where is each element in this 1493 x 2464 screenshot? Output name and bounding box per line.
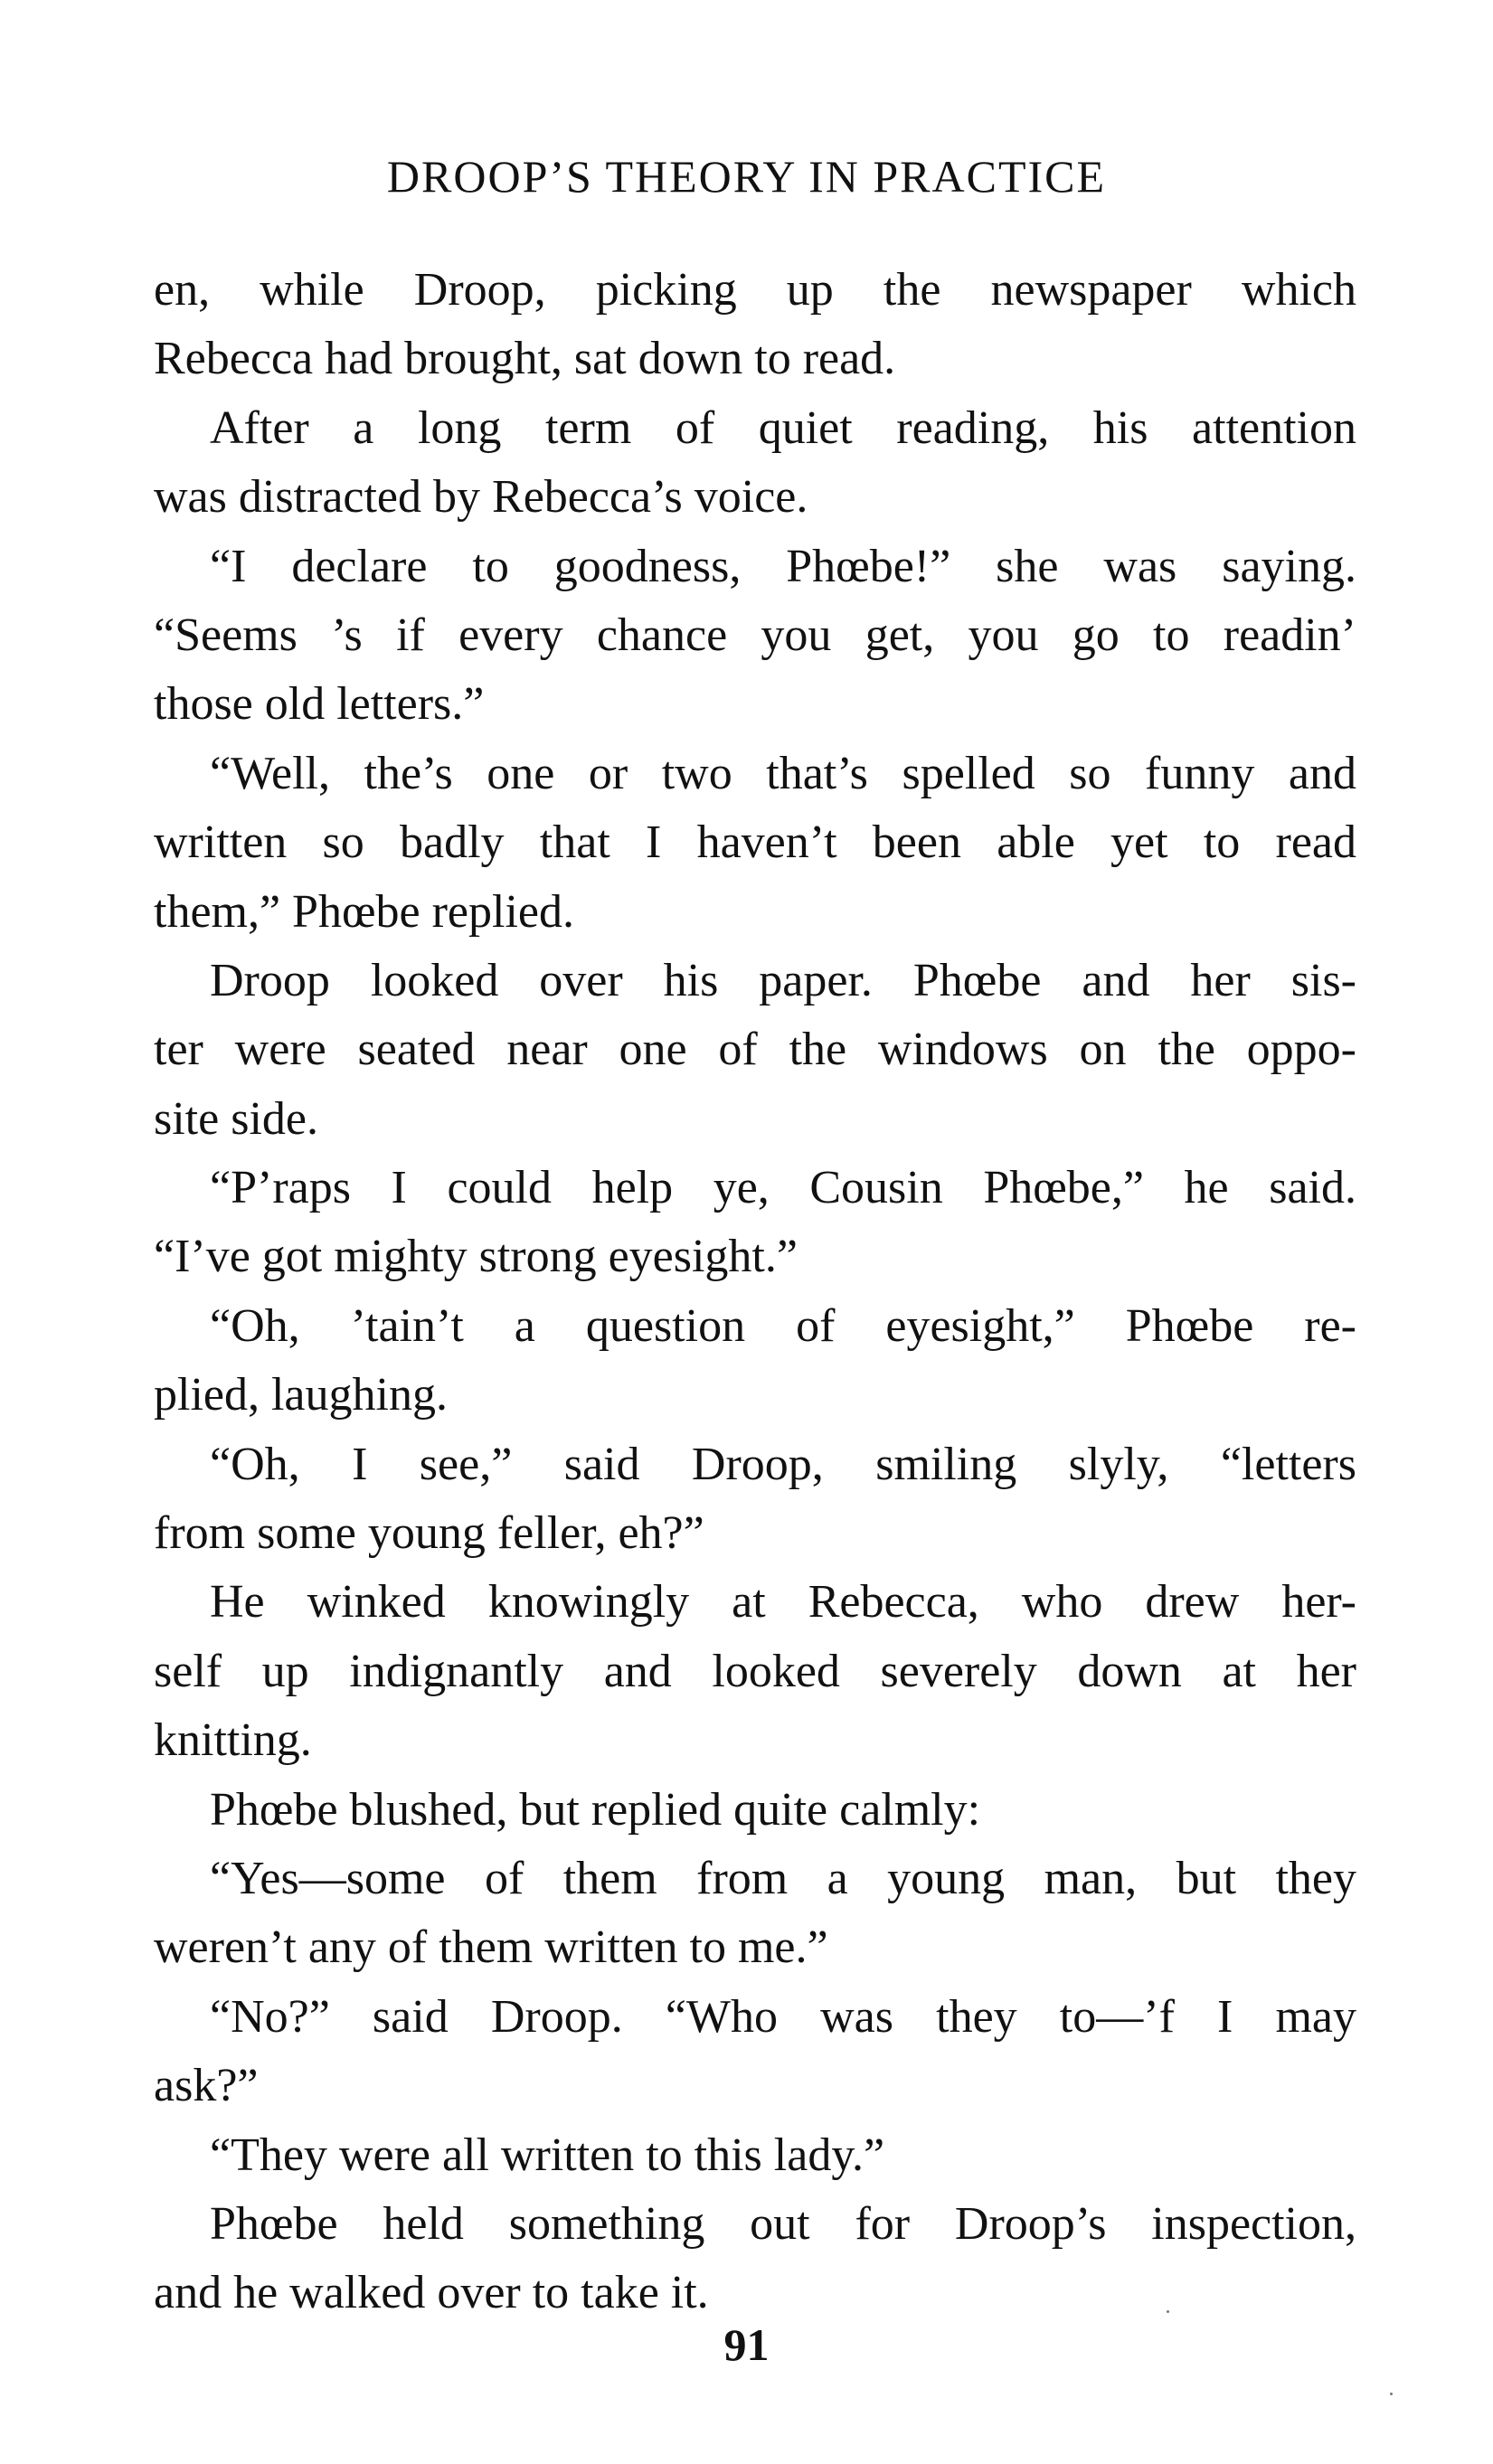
text-line: Phœbe blushed, but replied quite calmly: — [210, 1783, 981, 1836]
text-line: weren’t any of them written to me.” — [154, 1921, 828, 1974]
text-line: en, while Droop, picking up the newspaper which — [154, 264, 1356, 316]
text-line: “I declare to goodness, Phœbe!” she was saying. — [210, 540, 1356, 592]
text-line: ask?” — [154, 2060, 259, 2112]
text-line: was distracted by Rebecca’s voice. — [154, 471, 808, 524]
text-line: those old letters.” — [154, 678, 485, 731]
text-line: He winked knowingly at Rebecca, who drew her- — [210, 1576, 1356, 1629]
text-line: ter were seated near one of the windows on the oppo- — [154, 1024, 1356, 1076]
text-line: plied, laughing. — [154, 1369, 448, 1421]
scan-speck — [1167, 2310, 1169, 2313]
running-head: DROOP’S THEORY IN PRACTICE — [386, 151, 1107, 202]
text-line: “I’ve got mighty strong eyesight.” — [154, 1231, 798, 1283]
text-line: “P’raps I could help ye, Cousin Phœbe,” he said. — [210, 1162, 1356, 1214]
page-number: 91 — [723, 2319, 770, 2370]
scan-speck — [1390, 2393, 1393, 2395]
text-line: and he walked over to take it. — [154, 2267, 709, 2319]
text-line: self up indignantly and looked severely down at her — [154, 1645, 1356, 1697]
text-line: knitting. — [154, 1714, 312, 1767]
text-line: “Oh, I see,” said Droop, smiling slyly, “letters — [210, 1438, 1356, 1490]
text-line: After a long term of quiet reading, his attention — [210, 401, 1356, 454]
text-line: “Oh, ’tain’t a question of eyesight,” Phœbe re- — [210, 1299, 1356, 1352]
text-line: Droop looked over his paper. Phœbe and her sis- — [210, 954, 1356, 1006]
text-line: “Well, the’s one or two that’s spelled so funny and — [210, 747, 1356, 799]
text-line: site side. — [154, 1092, 318, 1145]
text-line: “Yes—some of them from a young man, but they — [210, 1852, 1356, 1904]
text-line: them,” Phœbe replied. — [154, 885, 574, 938]
text-line: from some young feller, eh?” — [154, 1507, 704, 1560]
text-line: Phœbe held something out for Droop’s inspection, — [210, 2197, 1356, 2250]
text-line: “No?” said Droop. “Who was they to—’f I may — [210, 1990, 1356, 2043]
text-line: “They were all written to this lady.” — [210, 2129, 885, 2181]
text-line: written so badly that I haven’t been able yet to read — [154, 817, 1356, 869]
text-line: Rebecca had brought, sat down to read. — [154, 333, 896, 385]
body-text — [154, 256, 1356, 2328]
text-line: “Seems ’s if every chance you get, you go to readin’ — [154, 609, 1356, 661]
